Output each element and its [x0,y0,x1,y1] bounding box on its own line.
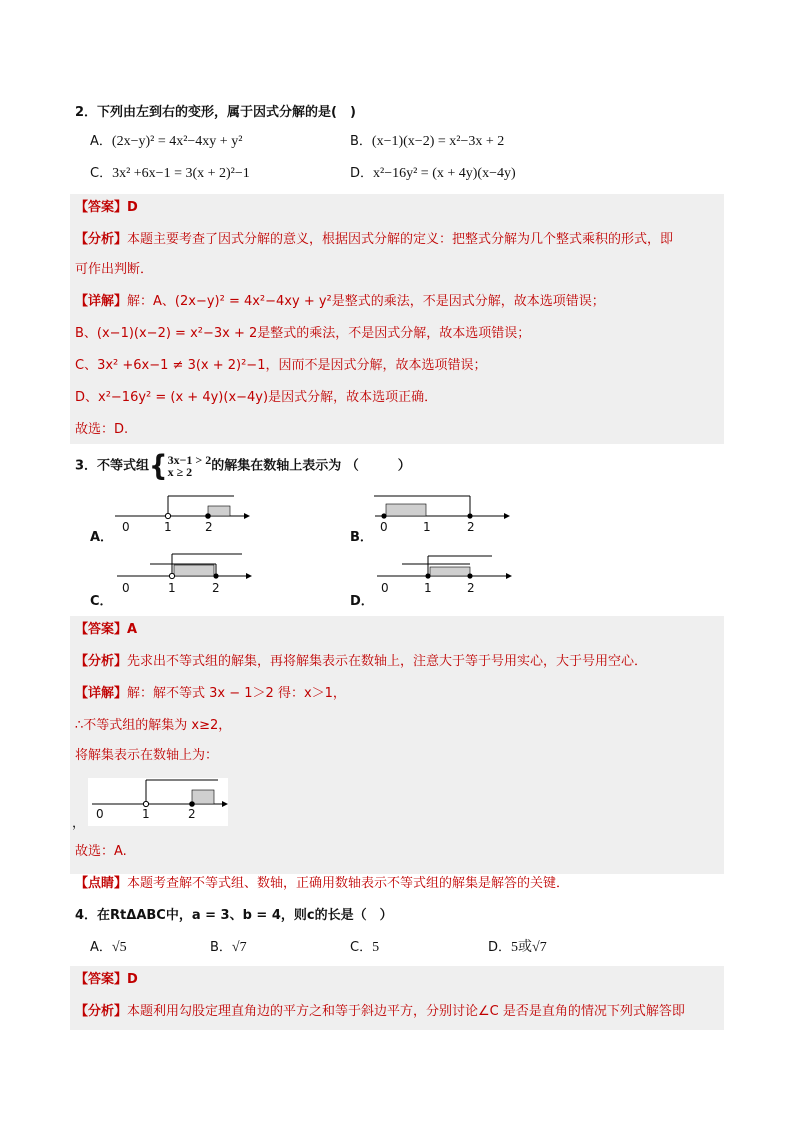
q2-choose: 故选：D. [75,422,129,437]
q2-detail-d: D、x²−16y² = (x + 4y)(x−4y)是因式分解，故本选项正确． [75,390,438,405]
tick-label-1: 1 [164,520,172,534]
q4-stem: 4．在RtΔABC中，a = 3、b = 4，则c的长是（ ） [75,908,393,923]
tick-label-2: 2 [467,581,475,595]
q4-option-c[interactable] [350,938,379,958]
q2-detail-c: C、3x² +6x−1 ≠ 3(x + 2)²−1，因而不是因式分解，故本选项错误； [75,358,487,373]
tick-label-2: 2 [205,520,213,534]
tick-label-2: 2 [467,520,475,534]
tick-label-1: 1 [424,581,432,595]
option-expr: x²−16y² = (x + 4y)(x−4y) [373,166,516,181]
q3-option-c-label[interactable]: C． [90,594,113,609]
option-expr: (x−1)(x−2) = x²−3x + 2 [371,134,505,149]
q3-option-c-numberline [112,550,252,590]
tick-label-0: 0 [380,520,388,534]
q2-stem: 2．下列由左到右的变形，属于因式分解的是( ) [75,105,356,120]
tick-label-2: 2 [188,807,196,821]
option-label: C． [350,940,373,955]
q3-solution-numberline [88,778,228,826]
option-label: A． [90,134,112,149]
q3-detail-3: 将解集表示在数轴上为： [75,748,219,763]
option-label: D． [350,166,374,181]
tick-label-1: 1 [423,520,431,534]
q2-analysis-line2: 可作出判断． [75,262,154,277]
q3-stem: 3．不等式组{ 3x−1 > 2 x ≥ 2 的解集在数轴上表示为 （ ） [75,449,411,483]
tick-label-0: 0 [381,581,389,595]
q4-answer: 【答案】D [75,972,138,987]
option-label: A． [90,940,112,955]
q3-point: 【点睛】本题考查解不等式组、数轴，正确用数轴表示不等式组的解集是解答的关键． [75,876,570,891]
tick-label-1: 1 [142,807,150,821]
q4-analysis: 【分析】本题利用勾股定理直角边的平方之和等于斜边平方，分别讨论∠C 是否是直角的情况下列式解答即 [75,1004,685,1019]
q3-comma: ， [72,816,86,831]
q4-option-a[interactable] [90,938,127,958]
q3-option-d-numberline [372,550,512,590]
tick-label-0: 0 [96,807,104,821]
axis-arrow [222,801,228,807]
shaded-region [208,506,230,516]
option-expr: 3x² +6x−1 = 3(x + 2)²−1 [112,166,250,181]
q3-answer: 【答案】A [75,622,138,637]
axis-arrow [244,513,250,519]
tick-label-1: 1 [168,581,176,595]
q2-option-a[interactable] [90,132,242,152]
tick-label-2: 2 [212,581,220,595]
q4-option-d[interactable] [488,938,547,958]
axis-arrow [504,513,510,519]
tick-label-0: 0 [122,581,130,595]
q2-analysis-line1: 【分析】本题主要考查了因式分解的意义，根据因式分解的定义：把整式分解为几个整式乘积的形式，即 [75,232,674,247]
q3-option-a-label[interactable]: A． [90,530,114,545]
q2-answer: 【答案】D [75,200,138,215]
q3-option-a-numberline [110,490,250,530]
q2-detail-a: 【详解】解：A、(2x−y)² = 4x²−4xy + y²是整式的乘法，不是因式分解，故本选项错误； [75,294,605,309]
q2-option-b[interactable] [350,132,504,152]
shaded-region [174,565,214,576]
tick-label-0: 0 [122,520,130,534]
option-label: D． [488,940,512,955]
q4-option-b[interactable] [210,938,247,958]
shaded-region [430,567,470,576]
option-label: C． [90,166,113,181]
q3-choose: 故选：A. [75,844,127,859]
shaded-region [192,790,214,804]
q2-option-d[interactable] [350,164,516,184]
q3-option-b-label[interactable]: B． [350,530,373,545]
q2-option-c[interactable] [90,164,250,184]
option-expr: (2x−y)² = 4x²−4xy + y² [111,134,243,149]
shaded-region [386,504,426,516]
option-label: B． [210,940,232,955]
q2-detail-b: B、(x−1)(x−2) = x²−3x + 2是整式的乘法，不是因式分解，故本选项错误； [75,326,531,341]
q3-analysis: 【分析】先求出不等式组的解集，再将解集表示在数轴上，注意大于等于号用实心，大于号用空心． [75,654,648,669]
option-expr: √7 [231,940,247,955]
option-label: B． [350,134,372,149]
q3-detail-1: 【详解】解：解不等式 3x − 1＞2 得：x＞1， [75,686,346,701]
option-expr: 5 [372,940,380,955]
q3-detail-2: ∴不等式组的解集为 x≥2， [75,718,232,733]
q3-option-d-label[interactable]: D． [350,594,374,609]
option-expr: 5或√7 [511,940,547,955]
axis-arrow [506,573,512,579]
axis-arrow [246,573,252,579]
q3-option-b-numberline [370,490,510,530]
option-expr: √5 [111,940,127,955]
